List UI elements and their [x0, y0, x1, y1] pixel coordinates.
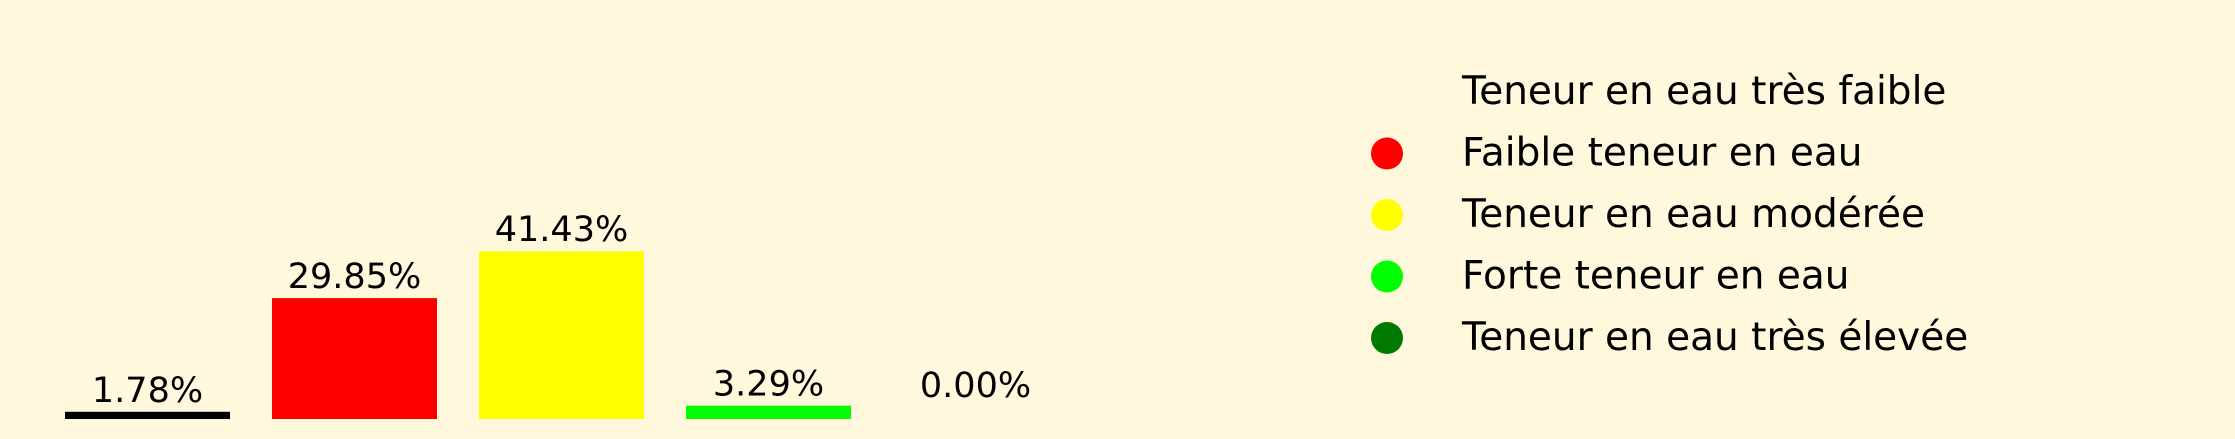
- value-label-3: 41.43%: [494, 210, 629, 251]
- bar-1: [65, 412, 230, 419]
- legend-label-5: Teneur en eau très élevée: [1462, 315, 1969, 360]
- legend-marker-4: [1371, 261, 1403, 293]
- legend-marker-2: [1371, 138, 1403, 170]
- bar-3: [479, 251, 644, 419]
- value-label-4: 3.29%: [712, 364, 825, 405]
- legend-label-2: Faible teneur en eau: [1462, 130, 1863, 176]
- legend-marker-3: [1371, 199, 1403, 231]
- legend-marker-5: [1371, 322, 1403, 354]
- legend-label-1: Teneur en eau très faible: [1462, 69, 1947, 114]
- value-label-1: 1.78%: [91, 370, 204, 411]
- value-label-2: 29.85%: [287, 257, 422, 298]
- value-label-5: 0.00%: [919, 366, 1032, 406]
- legend-label-3: Teneur en eau modérée: [1462, 192, 1925, 237]
- legend: [1371, 69, 1968, 360]
- bar-2: [272, 298, 437, 419]
- legend-label-4: Forte teneur en eau: [1462, 253, 1850, 299]
- bar-4: [686, 406, 851, 419]
